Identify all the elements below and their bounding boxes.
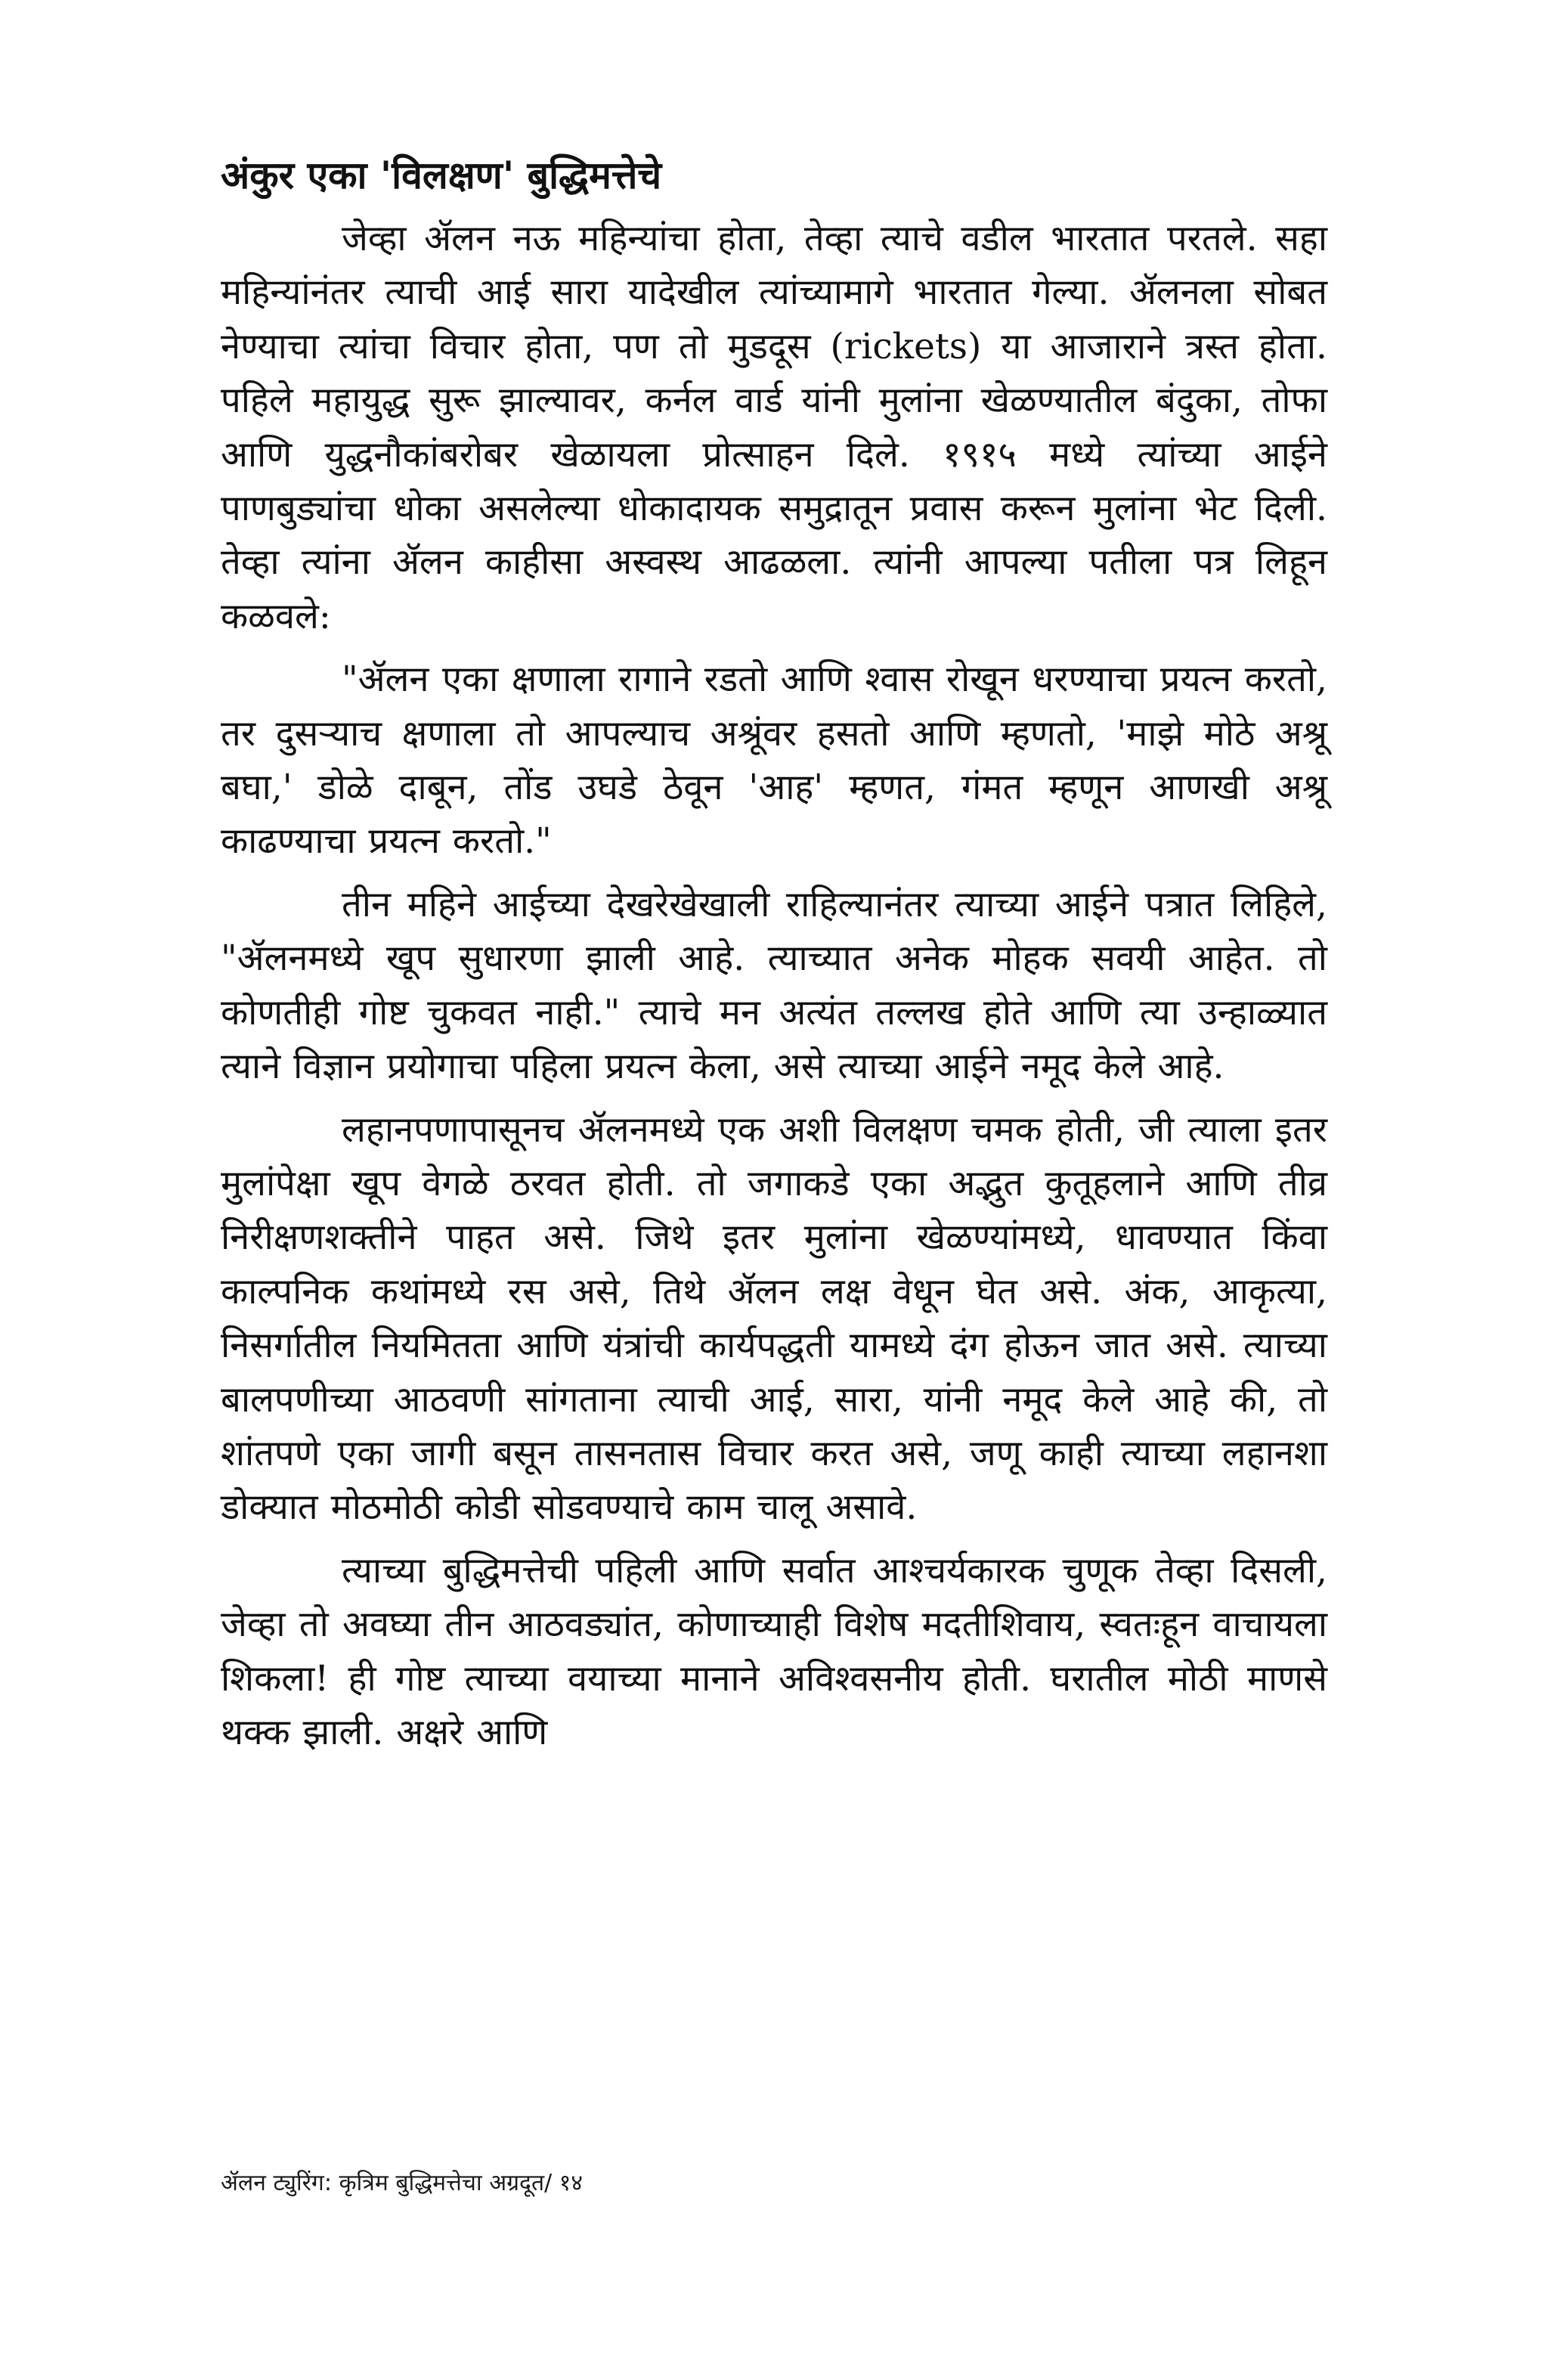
paragraph-childhood: लहानपणापासूनच ॲलनमध्ये एक अशी विलक्षण चमक होती, जी त्याला इतर मुलांपेक्षा खूप वेगळे ठरवत होती. तो जगाकडे एका अद्भुत कुतूहलाने आणि तीव्र निरीक्षणशक्तीने पाहत असे. जिथे इतर मुलांना खेळण्यांमध्ये, धावण्यात किंवा काल्पनिक कथांमध्ये रस असे, तिथे ॲलन लक्ष वेधून घेत असे. अंक, आकृत्या, निसर्गातील नियमितता आणि यंत्रांची कार्यपद्धती यामध्ये दंग होऊन जात असे. त्याच्या बालपणीच्या आठवणी सांगताना त्याची आई, सारा, यांनी नमूद केले आहे की, तो शांतपणे एका जागी बसून तासनतास विचार करत असे, जणू काही त्याच्या लहानशा डोक्यात मोठमोठी कोडी सोडवण्याचे काम चालू असावे. xyxy=(221,1108,1327,1529)
page-body xyxy=(221,148,1327,1768)
paragraph-letter-quote: "ॲलन एका क्षणाला रागाने रडतो आणि श्वास रोखून धरण्याचा प्रयत्न करतो, तर दुसऱ्याच क्षणाला तो आपल्याच अश्रूंवर हसतो आणि म्हणतो, 'माझे मोठे अश्रू बघा,' डोळे दाबून, तोंड उघडे ठेवून 'आह' म्हणत, गंमत म्हणून आणखी अश्रू काढण्याचा प्रयत्न करतो." xyxy=(221,659,1327,863)
page-footer: ॲलन ट्युरिंग: कृत्रिम बुद्धिमत्तेचा अग्रदूत/ १४ xyxy=(221,2170,583,2196)
paragraph-intro: जेव्हा ॲलन नऊ महिन्यांचा होता, तेव्हा त्याचे वडील भारतात परतले. सहा महिन्यांनंतर त्याची आई सारा यादेखील त्यांच्यामागे भारतात गेल्या. ॲलनला सोबत नेण्याचा त्यांचा विचार होता, पण तो मुडदूस (rickets) या आजाराने त्रस्त होता. पहिले महायुद्ध सुरू झाल्यावर, कर्नल वार्ड यांनी मुलांना खेळण्यातील बंदुका, तोफा आणि युद्धनौकांबरोबर खेळायला प्रोत्साहन दिले. १९१५ मध्ये त्यांच्या आईने पाणबुड्यांचा धोका असलेल्या धोकादायक समुद्रातून प्रवास करून मुलांना भेट दिली. तेव्हा त्यांना ॲलन काहीसा अस्वस्थ आढळला. त्यांनी आपल्या पतीला पत्र लिहून कळवले: xyxy=(221,218,1327,637)
paragraph-reading: त्याच्या बुद्धिमत्तेची पहिली आणि सर्वात आश्चर्यकारक चुणूक तेव्हा दिसली, जेव्हा तो अवघ्या तीन आठवड्यांत, कोणाच्याही विशेष मदतीशिवाय, स्वतःहून वाचायला शिकला! ही गोष्ट त्याच्या वयाच्या मानाने अविश्वसनीय होती. घरातील मोठी माणसे थक्क झाली. अक्षरे आणि xyxy=(221,1549,1327,1753)
chapter-heading: अंकुर एका 'विलक्षण' बुद्धिमत्तेचे xyxy=(221,153,662,197)
paragraph-improvement: तीन महिने आईच्या देखरेखेखाली राहिल्यानंतर त्याच्या आईने पत्रात लिहिले, "ॲलनमध्ये खूप सुधारणा झाली आहे. त्याच्यात अनेक मोहक सवयी आहेत. तो कोणतीही गोष्ट चुकवत नाही." त्याचे मन अत्यंत तल्लख होते आणि त्या उन्हाळ्यात त्याने विज्ञान प्रयोगाचा पहिला प्रयत्न केला, असे त्याच्या आईने नमूद केले आहे. xyxy=(221,883,1327,1088)
